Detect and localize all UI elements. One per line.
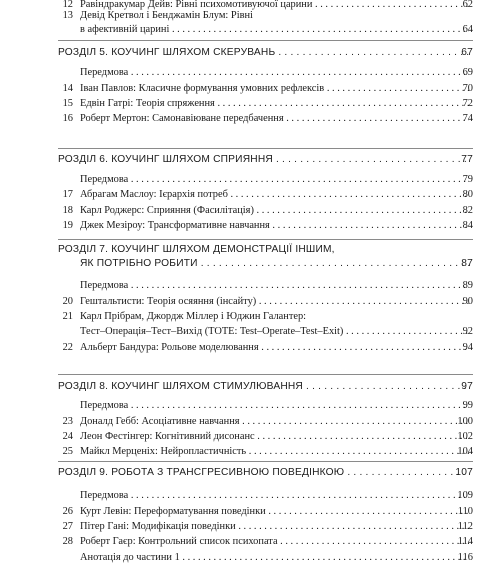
toc-entry[interactable]: [0, 219, 500, 233]
section-divider: [58, 374, 473, 375]
toc-entry-title: Передмова . . .: [80, 66, 469, 80]
toc-entry-title: Леон Фестінгер: Когнітивний дисонанс . . .: [80, 430, 469, 444]
toc-entry-number: 26: [62, 506, 73, 517]
toc-page-number: 112: [457, 521, 473, 532]
toc-entry-title: РОЗДІЛ 9. РОБОТА З ТРАНСГРЕСИВНОЮ ПОВЕДІНКОЮ . . .: [58, 466, 469, 480]
toc-entry-number: 28: [62, 536, 73, 547]
toc-page-number: 90: [462, 296, 473, 307]
toc-entry-title: Джек Мезіроу: Трансформативне навчання . . .: [80, 219, 469, 233]
toc-page-number: 62: [462, 0, 473, 10]
toc-page-number: 94: [462, 342, 473, 353]
toc-page-number: 70: [462, 83, 473, 94]
toc-entry-title: Альберт Бандура: Рольове моделювання . . .: [80, 341, 469, 355]
toc-entry-number: 27: [62, 521, 73, 532]
toc-entry-number: 12: [62, 0, 73, 10]
toc-entry[interactable]: [0, 97, 500, 111]
toc-page-number: 109: [457, 490, 473, 501]
toc-section-heading[interactable]: [0, 257, 500, 271]
toc-entry-number: 24: [62, 431, 73, 442]
toc-entry-title: РОЗДІЛ 8. КОУЧИНГ ШЛЯХОМ СТИМУЛЮВАННЯ . . .: [58, 380, 469, 394]
toc-entry-title: Доналд Гебб: Асоціативне навчання . . .: [80, 415, 469, 429]
toc-page-number: 89: [462, 280, 473, 291]
toc-entry-title: Курт Левін: Переформатування поведінки . . .: [80, 505, 469, 519]
toc-entry[interactable]: [0, 445, 500, 459]
toc-entry-number: 18: [62, 205, 73, 216]
toc-entry[interactable]: [0, 535, 500, 549]
toc-page-number: 67: [461, 47, 473, 58]
toc-entry-title: Пітер Гані: Модифікація поведінки . . .: [80, 520, 469, 534]
toc-entry[interactable]: [0, 399, 500, 413]
toc-entry-title: Равіндракумар Дейв: Рівні психомотивуючої царини . . .: [80, 0, 469, 12]
toc-page-number: 87: [461, 258, 473, 269]
toc-entry[interactable]: [0, 551, 500, 565]
toc-entry-number: 16: [62, 113, 73, 124]
toc-entry[interactable]: [0, 204, 500, 218]
toc-page-number: 110: [457, 506, 473, 517]
toc-page-number: 82: [462, 205, 473, 216]
toc-entry-title: Гештальтисти: Теорія осяяння (інсайту) . . .: [80, 295, 469, 309]
toc-page-number: 84: [462, 220, 473, 231]
toc-entry-title: Абрагам Маслоу: Ієрархія потреб . . .: [80, 188, 469, 202]
toc-page-number: 100: [457, 416, 473, 427]
toc-entry[interactable]: [0, 23, 500, 37]
toc-entry[interactable]: [0, 489, 500, 503]
toc-entry-title: Анотація до частини 1 . . .: [80, 551, 469, 565]
section-divider: [58, 40, 473, 41]
toc-entry-title: Іван Павлов: Класичне формування умовних рефлексів . . .: [80, 82, 469, 96]
toc-entry-number: 14: [62, 83, 73, 94]
toc-entry[interactable]: [0, 279, 500, 293]
toc-entry[interactable]: [0, 173, 500, 187]
toc-entry[interactable]: [0, 430, 500, 444]
toc-entry-number: 22: [62, 342, 73, 353]
toc-page-number: 77: [461, 154, 473, 165]
toc-entry-title: Передмова . . .: [80, 279, 469, 293]
toc-page-number: 114: [457, 536, 473, 547]
toc-page-number: 79: [462, 174, 473, 185]
toc-page-number: 104: [457, 446, 473, 457]
toc-entry[interactable]: [0, 310, 500, 324]
toc-page-number: 69: [462, 67, 473, 78]
toc-entry-title: Карл Роджерс: Сприяння (Фасилітація) . . .: [80, 204, 469, 218]
toc-entry-title: Тест–Операція–Тест–Вихід (TOTE: Test–Operate–Test–Exit) . . .: [80, 325, 469, 339]
toc-entry[interactable]: [0, 112, 500, 126]
toc-entry[interactable]: [0, 188, 500, 202]
toc-page-number: 107: [455, 467, 473, 478]
toc-entry[interactable]: [0, 505, 500, 519]
toc-section-heading[interactable]: [0, 46, 500, 60]
toc-entry-title: Роберт Гаєр: Контрольний список психопата . . .: [80, 535, 469, 549]
toc-page-number: 97: [461, 381, 473, 392]
toc-page-number: 92: [462, 326, 473, 337]
toc-page-number: 64: [462, 24, 473, 35]
toc-entry-title: Девід Кретвол і Бенджамін Блум: Рівні: [80, 10, 253, 21]
toc-section-heading[interactable]: [0, 153, 500, 167]
toc-entry-number: 21: [62, 311, 73, 322]
toc-entry-number: 15: [62, 98, 73, 109]
toc-page-number: 72: [462, 98, 473, 109]
toc-section-heading[interactable]: [0, 380, 500, 394]
toc-section-heading[interactable]: [0, 243, 500, 257]
toc-entry-number: 19: [62, 220, 73, 231]
toc-page-number: 74: [462, 113, 473, 124]
toc-entry-title: Майкл Мерценіх: Нейропластичність . . .: [80, 445, 469, 459]
toc-entry-title: Роберт Мертон: Самонавіюване передбачення . . .: [80, 112, 469, 126]
toc-entry[interactable]: [0, 325, 500, 339]
toc-entry-number: 23: [62, 416, 73, 427]
toc-page-number: 99: [462, 400, 473, 411]
toc-page-number: 80: [462, 189, 473, 200]
toc-entry-number: 20: [62, 296, 73, 307]
section-divider: [58, 239, 473, 240]
toc-entry[interactable]: [0, 9, 500, 23]
toc-entry-title: РОЗДІЛ 7. КОУЧИНГ ШЛЯХОМ ДЕМОНСТРАЦІЇ ІНШИМ,: [58, 244, 335, 255]
toc-page-number: 102: [457, 431, 473, 442]
toc-entry-number: 17: [62, 189, 73, 200]
toc-entry-title: в афективній царині . . .: [80, 23, 469, 37]
toc-entry-title: Передмова . . .: [80, 173, 469, 187]
toc-entry-number: 25: [62, 446, 73, 457]
toc-entry-title: ЯК ПОТРІБНО РОБИТИ . . .: [80, 257, 469, 271]
toc-entry[interactable]: [0, 520, 500, 534]
toc-entry-title: Передмова . . .: [80, 489, 469, 503]
toc-entry-title: Едвін Гатрі: Теорія спряження . . .: [80, 97, 469, 111]
toc-entry-title: Карл Прібрам, Джордж Міллер і Юджин Галантер:: [80, 311, 307, 322]
toc-entry[interactable]: [0, 66, 500, 80]
section-divider: [58, 148, 473, 149]
toc-entry[interactable]: [0, 295, 500, 309]
toc-entry[interactable]: [0, 415, 500, 429]
toc-entry-title: Передмова . . .: [80, 399, 469, 413]
toc-entry-title: РОЗДІЛ 5. КОУЧИНГ ШЛЯХОМ СКЕРУВАНЬ . . .: [58, 46, 469, 60]
toc-entry-title: РОЗДІЛ 6. КОУЧИНГ ШЛЯХОМ СПРИЯННЯ . . .: [58, 153, 469, 167]
toc-entry-number: 13: [62, 10, 73, 21]
toc-entry[interactable]: [0, 82, 500, 96]
toc-section-heading[interactable]: [0, 466, 500, 480]
toc-page-number: 116: [457, 552, 473, 563]
toc-entry[interactable]: [0, 341, 500, 355]
section-divider: [58, 461, 473, 462]
